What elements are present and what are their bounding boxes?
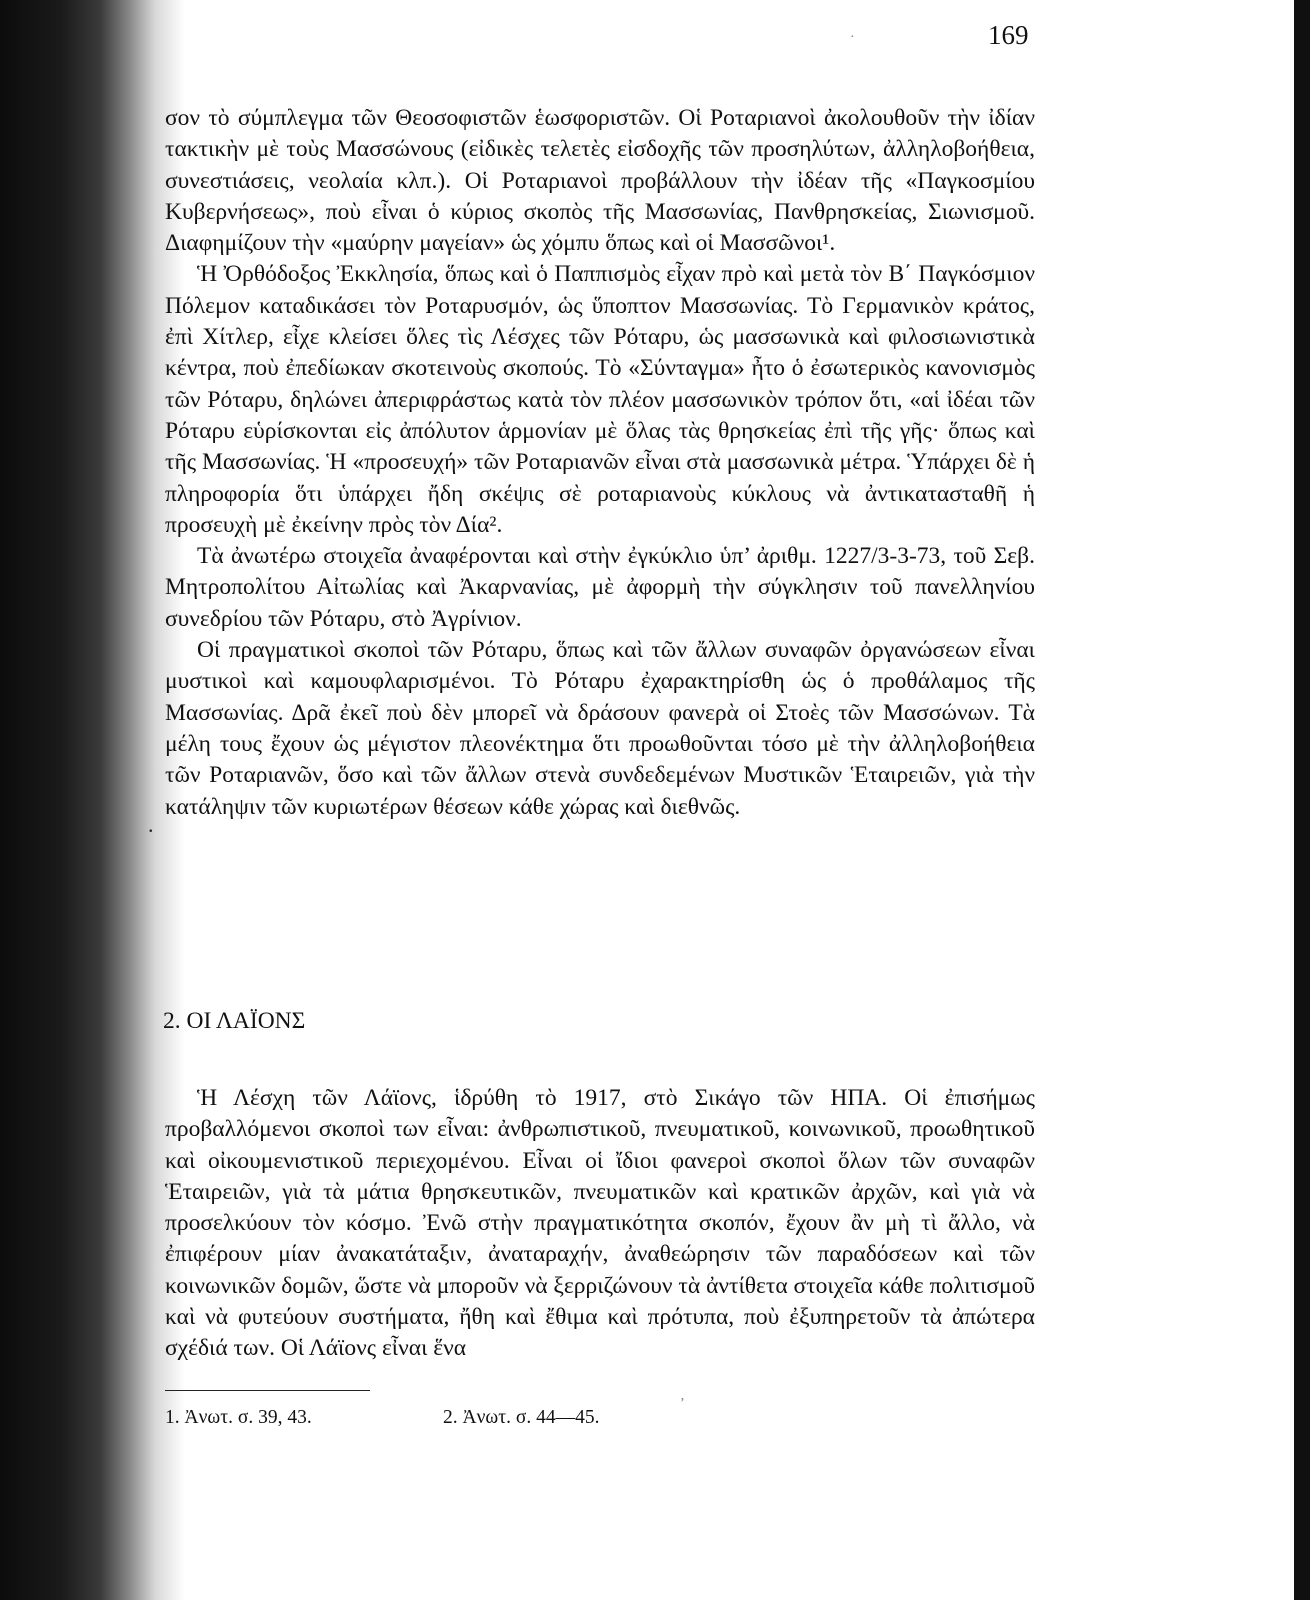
paragraph: Τὰ ἀνωτέρω στοιχεῖα ἀναφέρονται καὶ στὴν ἐγκύκλιο ὑπ’ ἀριθμ. 1227/3-3-73, τοῦ Σεβ. Μητροπολίτου Αἰτωλίας καὶ Ἀκαρνανίας, μὲ ἀφορμὴ τὴν σύγκλησιν τοῦ πανελληνίου συνεδρίου τῶν Ρόταρυ, στὸ Ἀγρίνιον.	[165, 543, 1035, 632]
paragraph: Ἡ Λέσχη τῶν Λάϊονς, ἱδρύθη τὸ 1917, στὸ Σικάγο τῶν ΗΠΑ. Οἱ ἐπισήμως προβαλλόμενοι σκοποὶ των εἶναι: ἀνθρωπιστικοῦ, πνευματικοῦ, κοινωνικοῦ, προωθητικοῦ καὶ οἰκουμενιστικοῦ περιεχομένου. Εἶναι οἱ ἴδιοι φανεροὶ σκοποὶ ὅλων τῶν συναφῶν Ἑταιρειῶν, γιὰ τὰ μάτια θρησκευτικῶν, πνευματικῶν καὶ κρατικῶν ἀρχῶν, καὶ γιὰ νὰ προσελκύουν τὸν κόσμο. Ἐνῶ στὴν πραγματικότητα σκοπόν, ἔχουν ἂν μὴ τὶ ἄλλο, νὰ ἐπιφέρουν μίαν ἀνακατάταξιν, ἀναταραχήν, ἀναθεώρησιν τῶν παραδόσεων καὶ τῶν κοινωνικῶν δομῶν, ὥστε νὰ μποροῦν νὰ ξερριζώνουν τὰ ἀντίθετα στοιχεῖα κάθε πολιτισμοῦ καὶ νὰ φυτεύουν συστήματα, ἤθη καὶ ἔθιμα καὶ πρότυπα, ποὺ ἐξυπηρετοῦν τὰ ἀπώτερα σχέδιά των. Οἱ Λάϊονς εἶναι ἕνα	[165, 1085, 1035, 1362]
footnote-2: 2. Ἀνωτ. σ. 44—45.	[443, 1407, 600, 1428]
scan-tick-mark: ʼ	[680, 1396, 685, 1411]
body-text-bottom	[165, 1083, 1035, 1365]
paragraph: Ἡ Ὀρθόδοξος Ἐκκλησία, ὅπως καὶ ὁ Παππισμὸς εἶχαν πρὸ καὶ μετὰ τὸν Β΄ Παγκόσμιον Πόλεμον καταδικάσει τὸν Ροταρυσμόν, ὡς ὕποπτον Μασσωνίας. Τὸ Γερμανικὸν κράτος, ἐπὶ Χίτλερ, εἶχε κλείσει ὅλες τὶς Λέσχες τῶν Ρόταρυ, ὡς μασσωνικὰ καὶ φιλοσιωνιστικὰ κέντρα, ποὺ ἐπεδίωκαν σκοτεινοὺς σκοπούς. Τὸ «Σύνταγμα» ἦτο ὁ ἐσωτερικὸς κανονισμὸς τῶν Ρόταρυ, δηλώνει ἀπεριφράστως κατὰ τὸν πλέον μασσωνικὸν τρόπον ὅτι, «αἱ ἰδέαι τῶν Ρόταρυ εὑρίσκονται εἰς ἀπόλυτον ἁρμονίαν μὲ ὅλας τὰς θρησκείας ἐπὶ τῆς γῆς· ὅπως καὶ τῆς Μασσωνίας. Ἡ «προσευχή» τῶν Ροταριανῶν εἶναι στὰ μασσωνικὰ μέτρα. Ὑπάρχει δὲ ἡ πληροφορία ὅτι ὑπάρχει ἤδη σκέψις σὲ ροταριανοὺς κύκλους νὰ ἀντικατασταθῆ ἡ προσευχὴ μὲ ἐκείνην πρὸς τὸν Δία².	[165, 261, 1035, 538]
footnote-rule	[165, 1390, 370, 1391]
body-text-top	[165, 103, 1035, 823]
scan-gutter-shadow	[0, 0, 190, 1600]
paragraph: σον τὸ σύμπλεγμα τῶν Θεοσοφιστῶν ἑωσφοριστῶν. Οἱ Ροταριανοὶ ἀκολουθοῦν τὴν ἰδίαν τακτικὴν μὲ τοὺς Μασσώνους (εἰδικὲς τελετὲς εἰσδοχῆς τῶν προσηλύτων, ἀλληλοβοήθεια, συνεστιάσεις, νεολαία κλπ.). Οἱ Ροταριανοὶ προβάλλουν τὴν ἰδέαν τῆς «Παγκοσμίου Κυβερνήσεως», ποὺ εἶναι ὁ κύριος σκοπὸς τῆς Μασσωνίας, Πανθρησκείας, Σιωνισμοῦ. Διαφημίζουν τὴν «μαύρην μαγείαν» ὡς χόμπυ ὅπως καὶ οἱ Μασσῶνοι¹.	[165, 105, 1035, 257]
scan-speck: ·	[850, 30, 855, 45]
footnote-1: 1. Ἀνωτ. σ. 39, 43.	[165, 1407, 312, 1428]
section-heading: 2. ΟΙ ΛΑΪΟΝΣ	[163, 1008, 306, 1034]
margin-mark: .	[148, 812, 154, 837]
page-number: 169	[988, 20, 1029, 50]
paragraph: Οἱ πραγματικοὶ σκοποὶ τῶν Ρόταρυ, ὅπως καὶ τῶν ἄλλων συναφῶν ὀργανώσεων εἶναι μυστικοὶ καὶ καμουφλαρισμένοι. Τὸ Ρόταρυ ἐχαρακτηρίσθη ὡς ὁ προθάλαμος τῆς Μασσωνίας. Δρᾶ ἐκεῖ ποὺ δὲν μπορεῖ νὰ δράσουν φανερὰ οἱ Στοὲς τῶν Μασσώνων. Τὰ μέλη τους ἔχουν ὡς μέγιστον πλεονέκτημα ὅτι προωθοῦνται τόσο μὲ τὴν ἀλληλοβοήθεια τῶν Ροταριανῶν, ὅσο καὶ τῶν ἄλλων στενὰ συνδεδεμένων Μυστικῶν Ἑταιρειῶν, γιὰ τὴν κατάληψιν τῶν κυριωτέρων θέσεων κάθε χώρας καὶ διεθνῶς.	[165, 637, 1035, 820]
scan-right-edge	[1294, 0, 1310, 1600]
